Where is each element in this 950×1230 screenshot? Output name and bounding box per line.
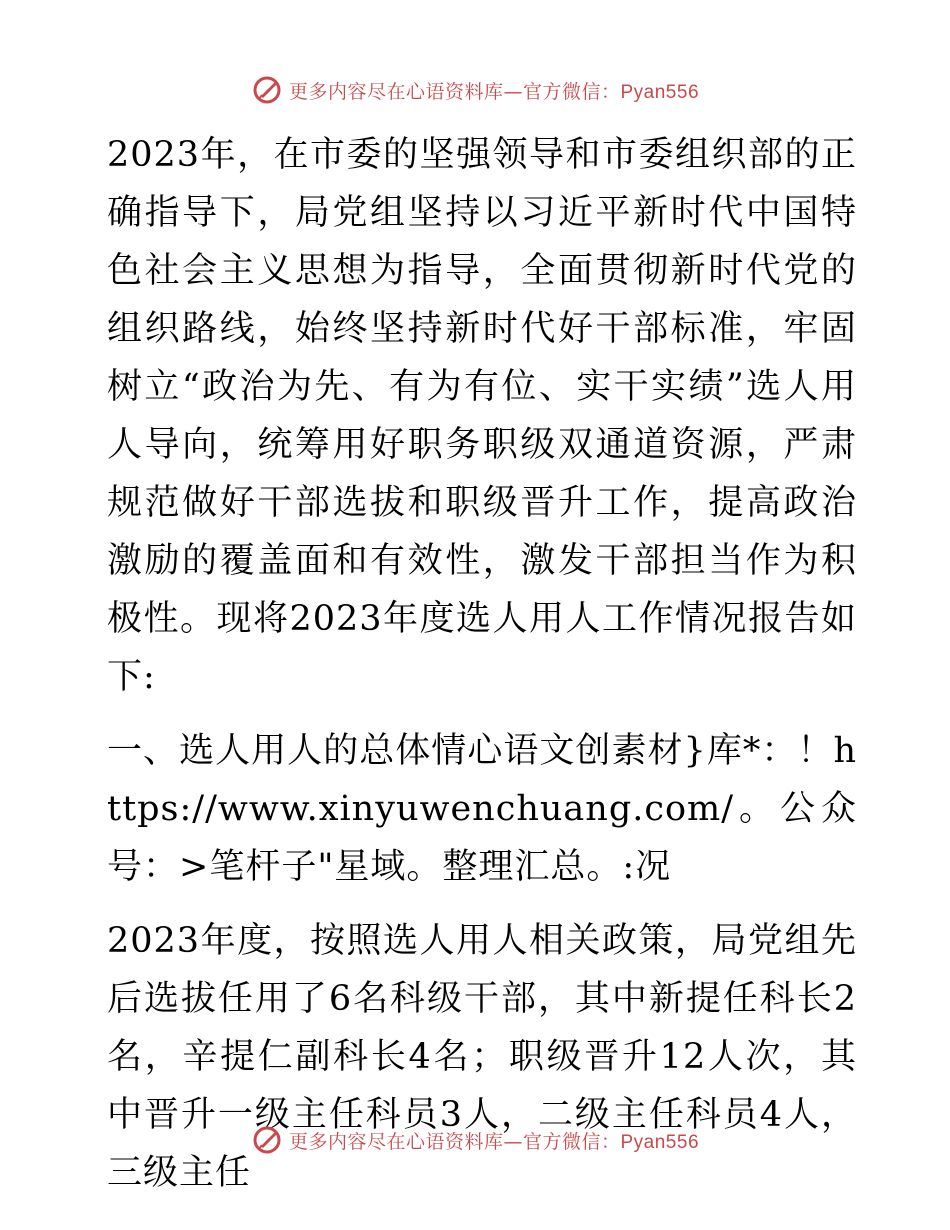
section-heading: 一、选人用人的总体情心语文创素材}库*：！https://www.xinyuwenchuang.com/。公众号：>笔杆子"星域。整理汇总。:况 [107, 731, 857, 887]
quill-logo-icon [251, 74, 283, 106]
paragraph-intro: 2023年，在市委的坚强领导和市委组织部的正确指导下，局党组坚持以习近平新时代中国特色社会主义思想为指导，全面贯彻新时代党的组织路线，始终坚持新时代好干部标准，牢固树立“政治为先、有为有位、实干实绩”选人用人导向，统筹用好职务职级双通道资源，严肃规范做好干部选拔和职级晋升工作，提高政治激励的覆盖面和有效性，激发干部担当作为积极性。现将2023年度选人用人工作情况报告如下: [107, 135, 857, 697]
header-banner-text: 更多内容尽在心语资料库—官方微信：Pyan556 [288, 80, 700, 103]
footer-banner-text: 更多内容尽在心语资料库—官方微信：Pyan556 [288, 1130, 700, 1153]
header-banner [0, 70, 950, 110]
footer-banner [0, 1120, 950, 1160]
quill-logo-icon [251, 1124, 283, 1156]
paragraph-summary: 2023年度，按照选人用人相关政策，局党组先后选拔任用了6名科级干部，其中新提任科长2名，辛提仁副科长4名；职级晋升12人次，其中晋升一级主任科员3人，二级主任科员4人，三级主任 [107, 921, 857, 1193]
document-body [97, 120, 857, 1202]
